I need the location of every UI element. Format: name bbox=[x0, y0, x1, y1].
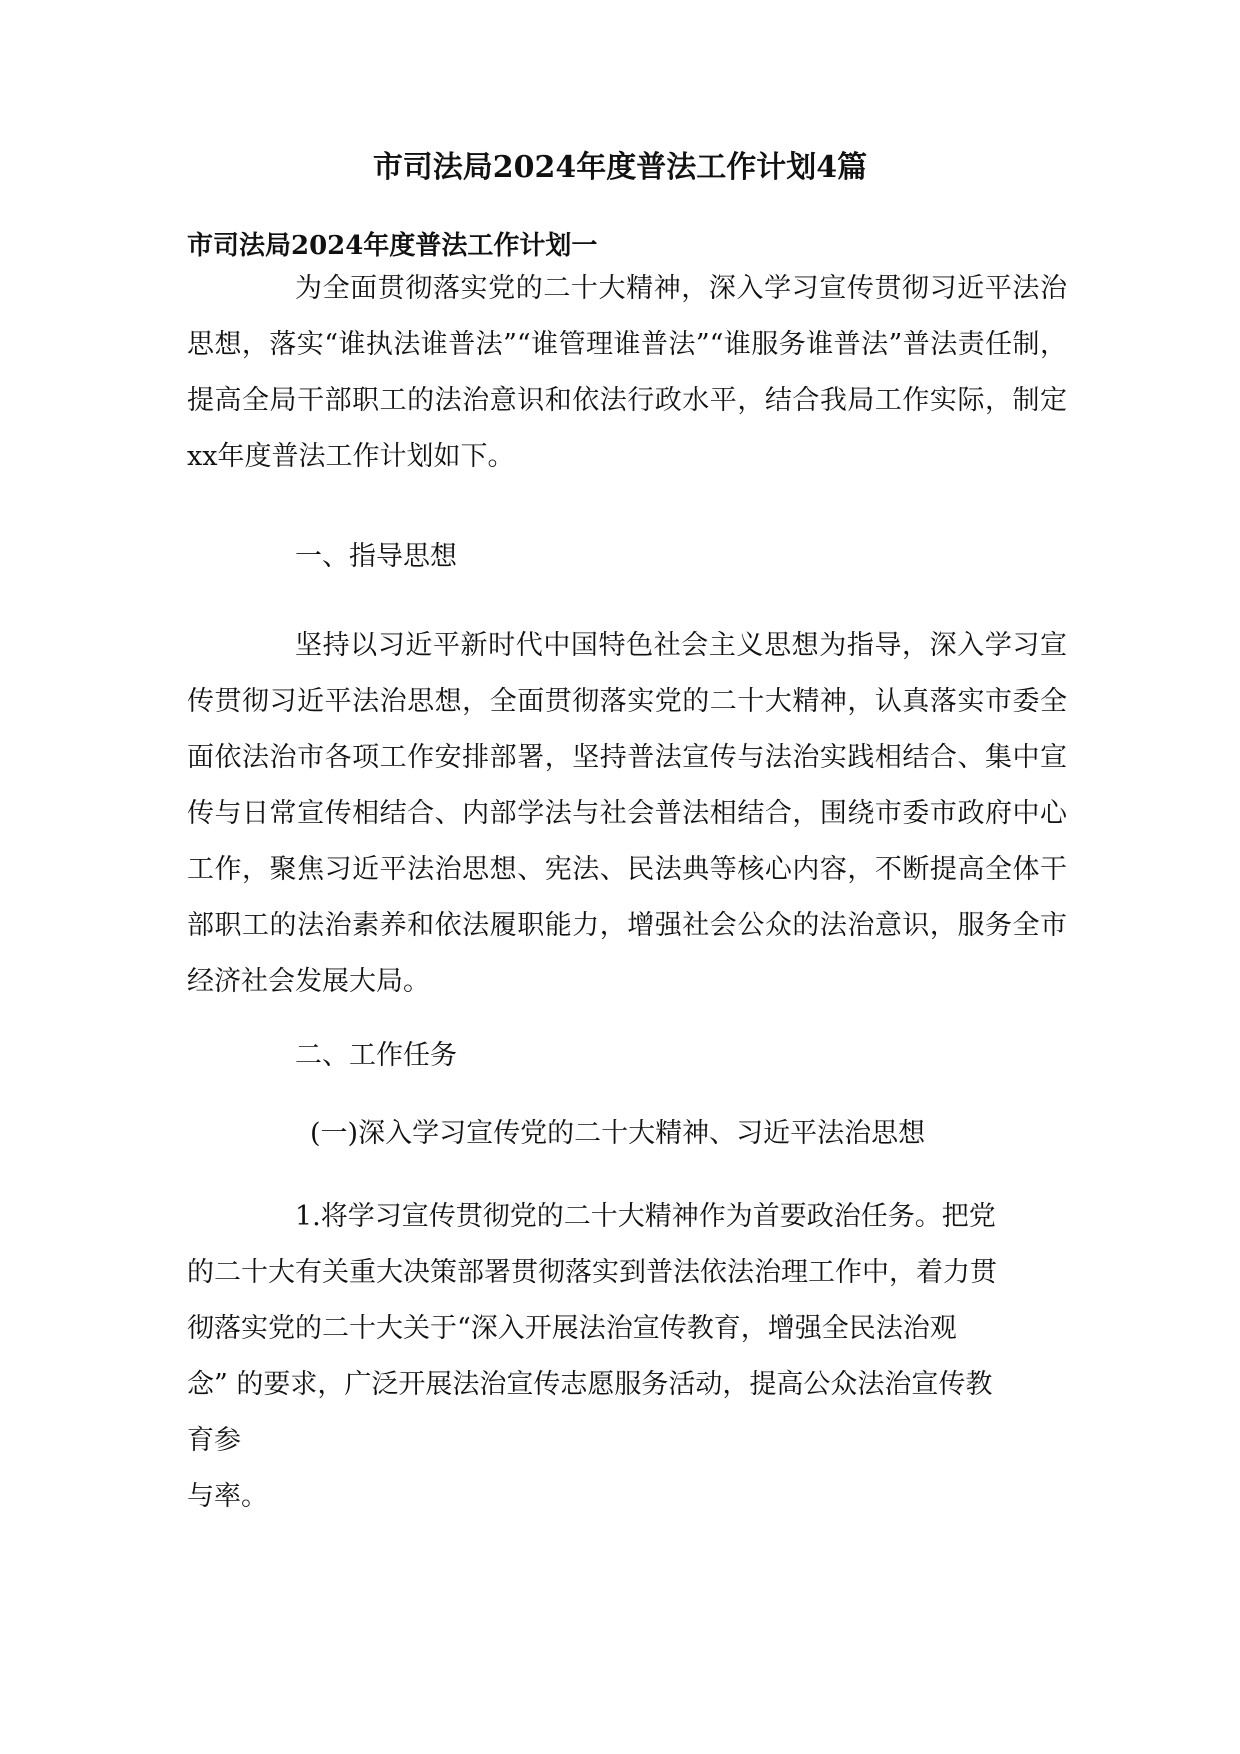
task-paragraph bbox=[187, 1189, 1067, 1525]
guiding-paragraph: 坚持以习近平新时代中国特色社会主义思想为指导，深入学习宣传贯彻习近平法治思想，全面贯彻落实党的二十大精神，认真落实市委全面依法治市各项工作安排部署，坚持普法宣传与法治实践相结合、集中宣传与日常宣传相结合、内部学法与社会普法相结合，围绕市委市政府中心工作，聚焦习近平法治思想、宪法、民法典等核心内容，不断提高全体干部职工的法治素养和依法履职能力，增强社会公众的法治意识，服务全市经济社会发展大局。 bbox=[187, 630, 1067, 997]
task-paragraph-line: 育参 bbox=[187, 1425, 241, 1456]
task-paragraph-line: 与率。 bbox=[187, 1481, 268, 1512]
document-title: 市司法局2024年度普法工作计划4篇 bbox=[372, 150, 868, 185]
task-paragraph-line: 1.将学习宣传贯彻党的二十大精神作为首要政治任务。把党 bbox=[295, 1201, 996, 1232]
task-paragraph-line: 念” 的要求，广泛开展法治宣传志愿服务活动，提高公众法治宣传教 bbox=[187, 1369, 993, 1400]
task-paragraph-line: 彻落实党的二十大关于“深入开展法治宣传教育，增强全民法治观 bbox=[187, 1313, 957, 1344]
sub-heading-study-spirit: (一)深入学习宣传党的二十大精神、习近平法治思想 bbox=[310, 1118, 926, 1149]
task-paragraph-line: 的二十大有关重大决策部署贯彻落实到普法依法治理工作中，着力贯 bbox=[187, 1257, 997, 1288]
section-title: 市司法局2024年度普法工作计划一 bbox=[187, 231, 598, 261]
intro-paragraph: 为全面贯彻落实党的二十大精神，深入学习宣传贯彻习近平法治思想，落实“谁执法谁普法”“谁管理谁普法”“谁服务谁普法”普法责任制，提高全局干部职工的法治意识和依法行政水平，结合我局工作实际，制定xx年度普法工作计划如下。 bbox=[187, 273, 1067, 472]
heading-work-tasks: 二、工作任务 bbox=[295, 1040, 457, 1071]
heading-guiding-ideology: 一、指导思想 bbox=[295, 541, 457, 572]
